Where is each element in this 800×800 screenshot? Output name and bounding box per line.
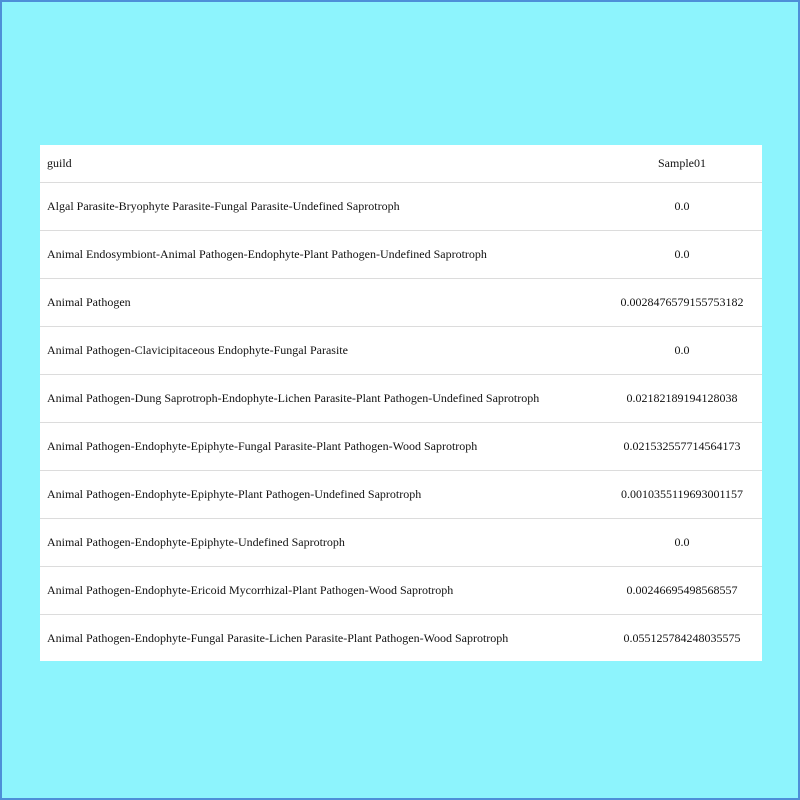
table-row — [40, 326, 762, 374]
guild-abundance-table — [40, 145, 762, 661]
header-sample01[interactable]: Sample01 — [658, 156, 706, 171]
guild-cell: Animal Pathogen-Dung Saprotroph-Endophyte-Lichen Parasite-Plant Pathogen-Undefined Saprotroph — [47, 391, 540, 405]
sample-value-cell: 0.00246695498568557 — [626, 583, 738, 597]
table-row — [40, 518, 762, 566]
sample-value-cell: 0.0 — [674, 343, 690, 357]
guild-cell: Animal Pathogen-Clavicipitaceous Endophyte-Fungal Parasite — [47, 343, 348, 357]
guild-cell: Animal Pathogen-Endophyte-Epiphyte-Plant Pathogen-Undefined Saprotroph — [47, 487, 422, 501]
guild-cell: Animal Endosymbiont-Animal Pathogen-Endophyte-Plant Pathogen-Undefined Saprotroph — [47, 247, 487, 261]
guild-cell: Algal Parasite-Bryophyte Parasite-Fungal Parasite-Undefined Saprotroph — [47, 199, 400, 213]
guild-cell: Animal Pathogen-Endophyte-Epiphyte-Undefined Saprotroph — [47, 535, 345, 549]
table-row — [40, 566, 762, 614]
header-guild[interactable]: guild — [47, 156, 72, 171]
sample-value-cell: 0.055125784248035575 — [623, 630, 741, 645]
table-row — [40, 278, 762, 326]
sample-value-cell: 0.0 — [674, 535, 690, 549]
guild-cell: Animal Pathogen-Endophyte-Ericoid Mycorrhizal-Plant Pathogen-Wood Saprotroph — [47, 583, 454, 597]
table-row — [40, 182, 762, 230]
sample-value-cell: 0.0028476579155753182 — [620, 295, 744, 309]
table-row — [40, 230, 762, 278]
guild-cell: Animal Pathogen-Endophyte-Epiphyte-Fungal Parasite-Plant Pathogen-Wood Saprotroph — [47, 439, 478, 453]
guild-cell: Animal Pathogen — [47, 295, 131, 309]
table-header-row — [40, 145, 762, 182]
table-row — [40, 422, 762, 470]
guild-cell: Animal Pathogen-Endophyte-Fungal Parasite-Lichen Parasite-Plant Pathogen-Wood Saprotroph — [47, 630, 509, 645]
sample-value-cell: 0.02182189194128038 — [626, 391, 738, 405]
sample-value-cell: 0.0010355119693001157 — [620, 487, 744, 501]
table-row — [40, 470, 762, 518]
sample-value-cell: 0.021532557714564173 — [623, 439, 741, 453]
sample-value-cell: 0.0 — [674, 199, 690, 213]
table-row — [40, 614, 762, 661]
guild-table-card — [40, 145, 762, 661]
table-row — [40, 374, 762, 422]
sample-value-cell: 0.0 — [674, 247, 690, 261]
